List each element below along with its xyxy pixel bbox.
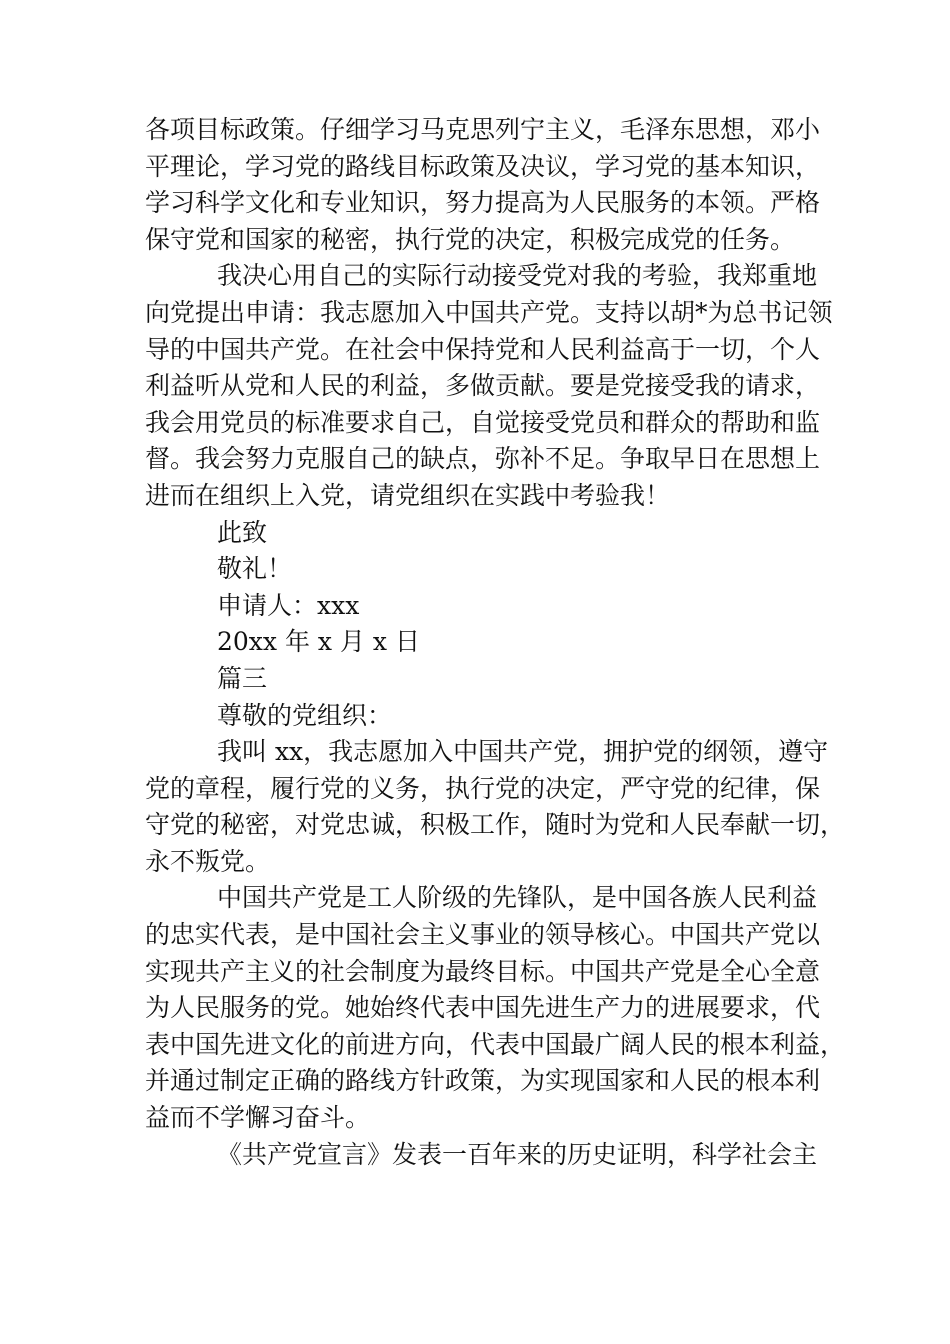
paragraph <box>145 1137 818 1174</box>
text-line: 进而在组织上入党，请党组织在实践中考验我！ <box>145 480 671 510</box>
text-line: 守党的秘密，对党忠诚，积极工作，随时为党和人民奉献一切， <box>145 810 846 840</box>
text-line: 永不叛党。 <box>145 846 271 876</box>
text-line: 《共产党宣言》发表一百年来的历史证明，科学社会主 <box>217 1139 818 1169</box>
text-line: 学习科学文化和专业知识，努力提高为人民服务的本领。严格 <box>145 188 821 218</box>
paragraph <box>145 258 833 514</box>
text-line: 表中国先进文化的前进方向，代表中国最广阔人民的根本利益， <box>145 1029 846 1059</box>
text-line: 并通过制定正确的路线方针政策，为实现国家和人民的根本利 <box>145 1066 821 1096</box>
text-line: 各项目标政策。仔细学习马克思列宁主义，毛泽东思想，邓小 <box>145 115 821 144</box>
text-line: 导的中国共产党。在社会中保持党和人民利益高于一切，个人 <box>145 334 821 364</box>
text-line: 的忠实代表，是中国社会主义事业的领导核心。中国共产党以 <box>145 920 821 950</box>
text-line: 实现共产主义的社会制度为最终目标。中国共产党是全心全意 <box>145 956 821 986</box>
text-line: 为人民服务的党。她始终代表中国先进生产力的进展要求，代 <box>145 993 821 1023</box>
text-line: 党的章程，履行党的义务，执行党的决定，严守党的纪律，保 <box>145 773 821 803</box>
greeting: 尊敬的党组织： <box>217 700 393 730</box>
closing-salutation: 此致 <box>217 517 268 547</box>
closing-regards: 敬礼！ <box>217 554 293 584</box>
text-line: 利益听从党和人民的利益，多做贡献。要是党接受我的请求， <box>145 371 821 401</box>
application-date: 20xx 年 x 月 x 日 <box>217 627 420 657</box>
text-line: 我决心用自己的实际行动接受党对我的考验，我郑重地 <box>217 261 818 291</box>
text-line: 我叫 xx，我志愿加入中国共产党，拥护党的纲领，遵守 <box>217 737 829 767</box>
document-body <box>145 112 846 1173</box>
section-heading <box>145 661 815 734</box>
paragraph <box>145 734 846 880</box>
text-line: 向党提出申请：我志愿加入中国共产党。支持以胡*为总书记领 <box>145 297 833 327</box>
text-line: 督。我会努力克服自己的缺点，弥补不足。争取早日在思想上 <box>145 444 821 474</box>
closing-block <box>145 515 815 661</box>
section-title: 篇三 <box>217 663 268 693</box>
text-line: 保守党和国家的秘密，执行党的决定，积极完成党的任务。 <box>145 224 796 254</box>
text-line: 中国共产党是工人阶级的先锋队，是中国各族人民利益 <box>217 883 818 913</box>
text-line: 我会用党员的标准要求自己，自觉接受党员和群众的帮助和监 <box>145 407 821 437</box>
paragraph <box>145 880 846 1136</box>
applicant-signature: 申请人：xxx <box>217 590 360 620</box>
text-line: 益而不学懈习奋斗。 <box>145 1103 371 1133</box>
text-line: 平理论，学习党的路线目标政策及决议，学习党的基本知识， <box>145 151 821 181</box>
paragraph <box>145 112 821 258</box>
